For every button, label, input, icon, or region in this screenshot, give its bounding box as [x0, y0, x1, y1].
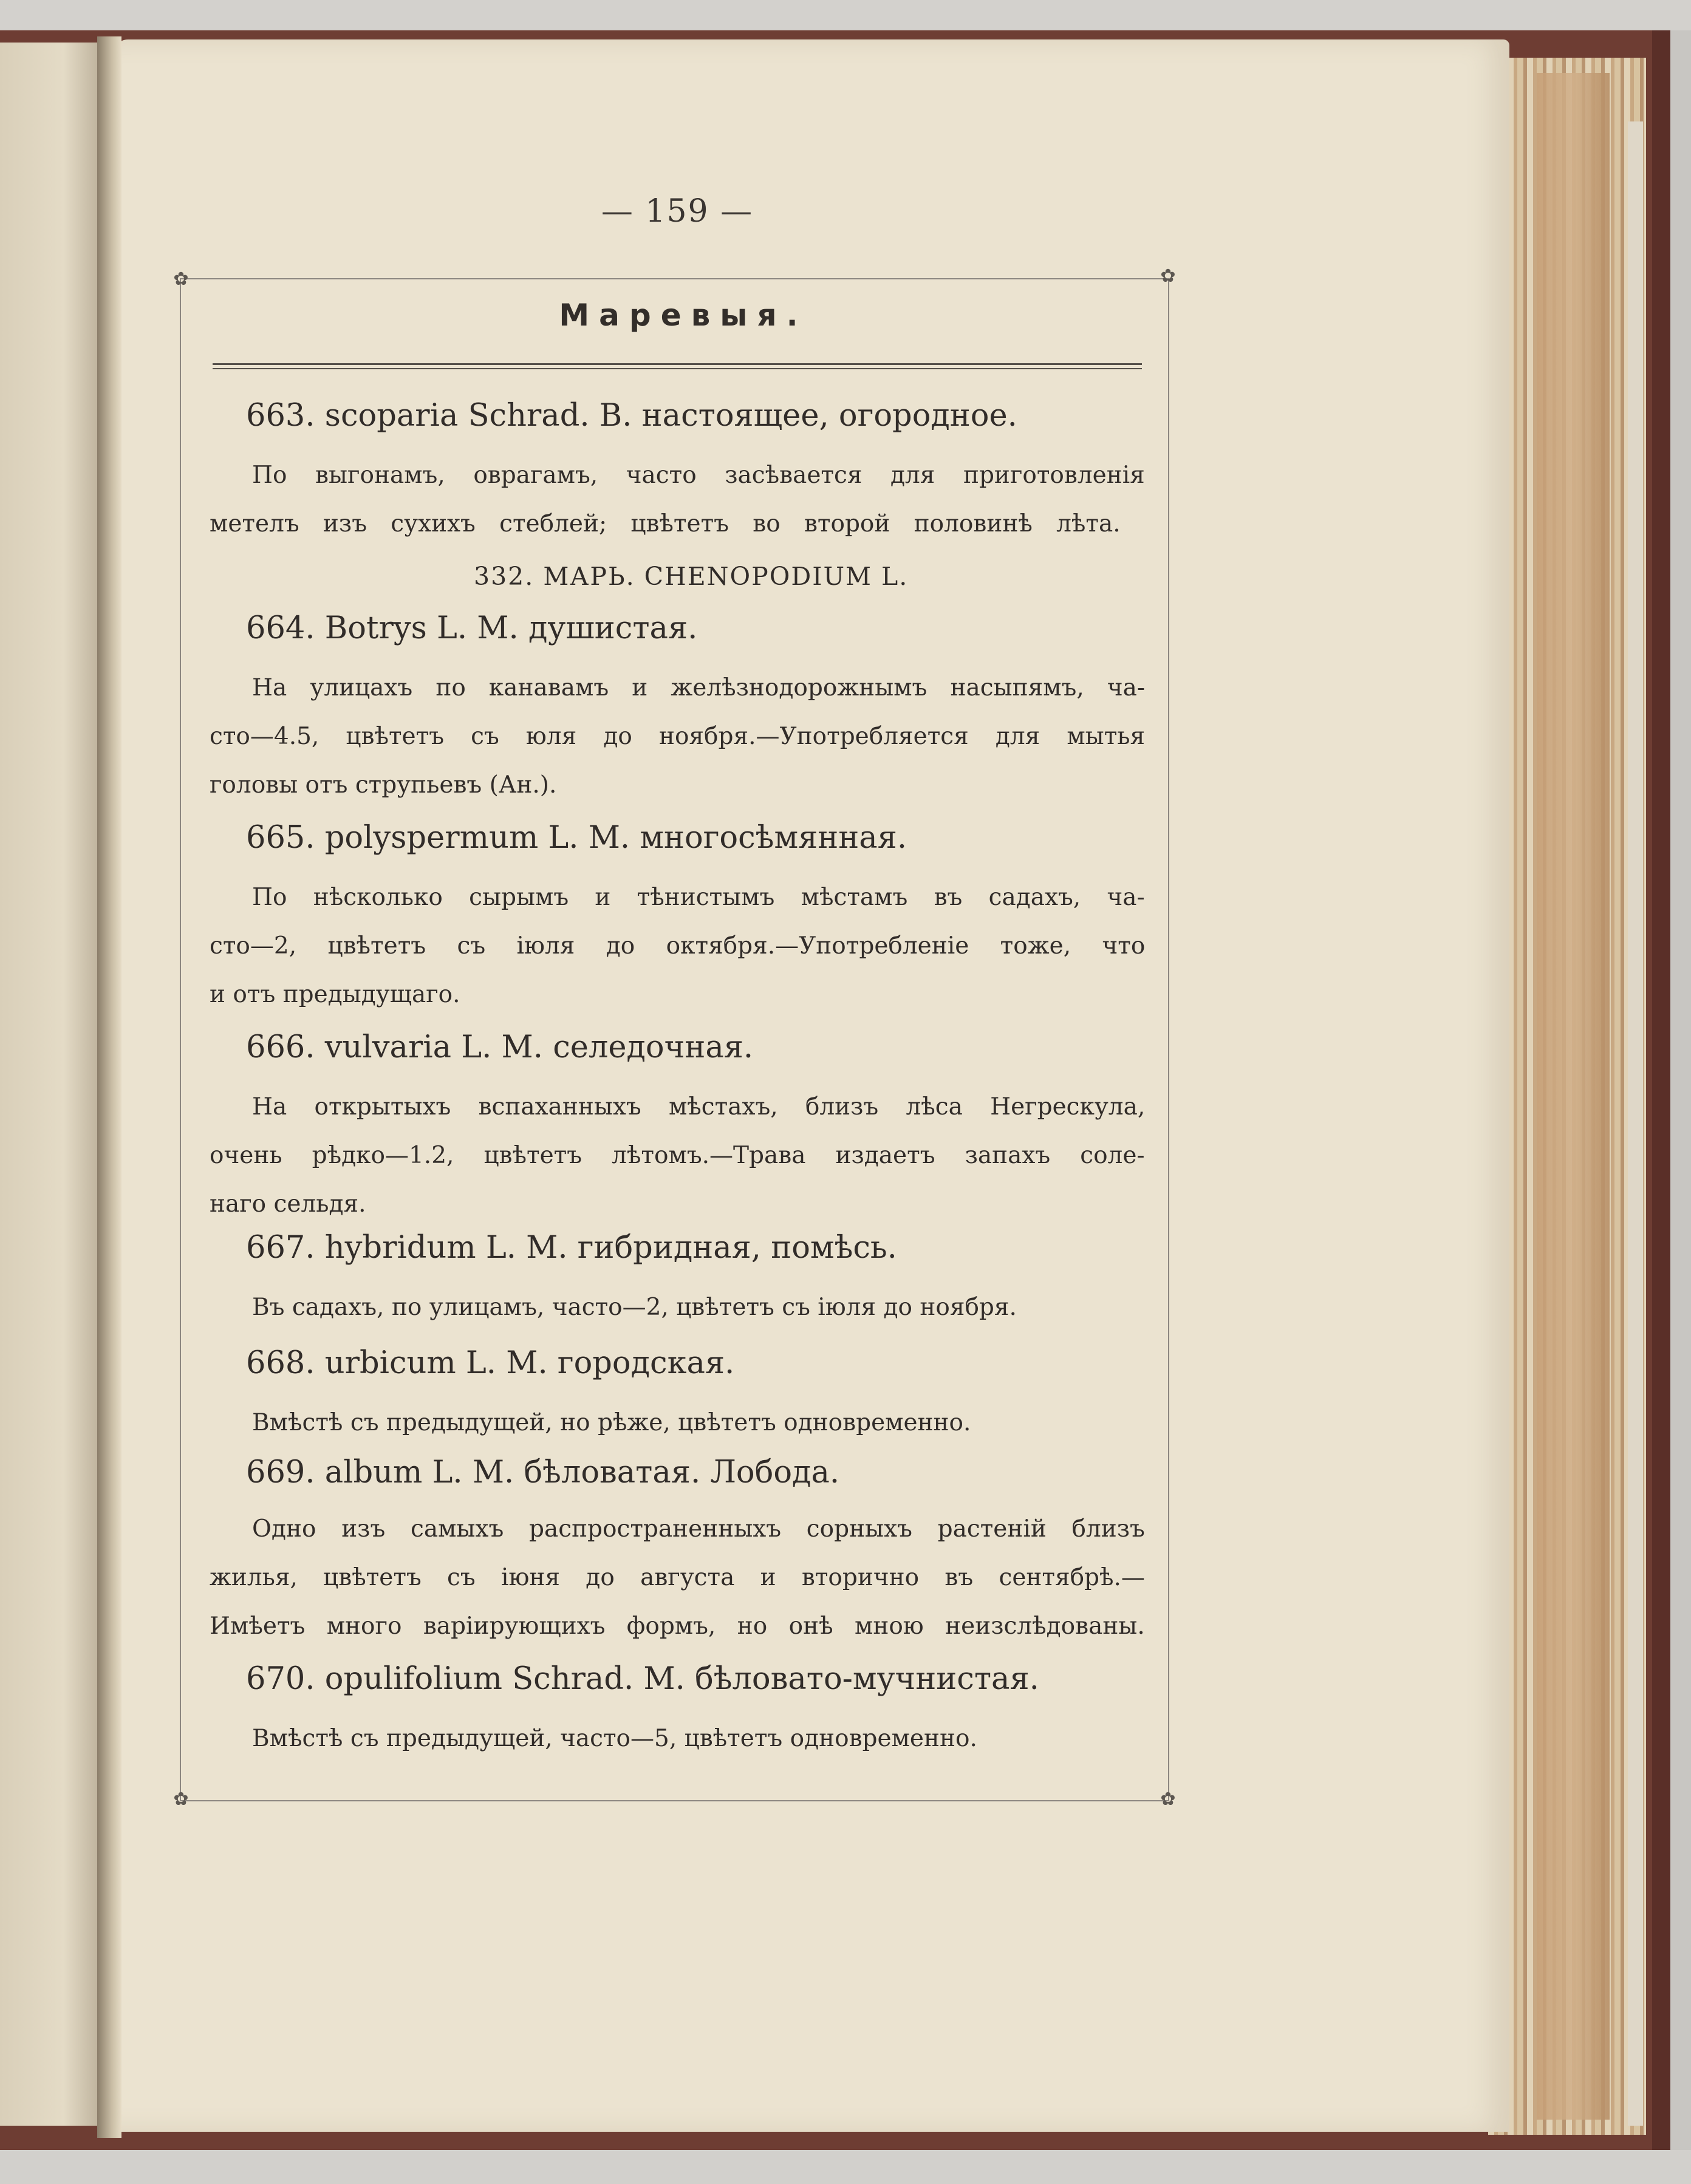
- entry-title: 665. polyspermum L. М. многосѣмянная.: [246, 820, 907, 856]
- corner-ornament-icon: ✿: [173, 1789, 189, 1810]
- section-heading: Маревыя.: [559, 298, 808, 333]
- page-gutter: [97, 36, 121, 2138]
- entry-description-line: сто—2, цвѣтетъ съ іюля до октября.—Употребленіе тоже, что: [210, 932, 1146, 960]
- entry-description-line: По выгонамъ, оврагамъ, часто засѣвается для приготовленія: [252, 462, 1145, 489]
- corner-ornament-icon: ✿: [1160, 1789, 1176, 1810]
- entry-description-line: жилья, цвѣтетъ съ іюня до августа и вторично въ сентябрѣ.—: [210, 1564, 1145, 1591]
- entry-title: 664. Botrys L. М. душистая.: [246, 610, 698, 646]
- scan-background-bottom: [0, 2150, 1691, 2184]
- page-edges-light: [1628, 121, 1643, 2126]
- entry-title: 669. album L. М. бѣловатая. Лобода.: [246, 1455, 840, 1490]
- entry-description-line: На открытыхъ вспаханныхъ мѣстахъ, близъ лѣса Негрескула,: [252, 1093, 1146, 1121]
- corner-ornament-icon: ✿: [173, 268, 189, 290]
- genus-heading: 332. МАРЬ. CHENOPODIUM L.: [474, 562, 909, 591]
- entry-title: 668. urbicum L. М. городская.: [246, 1345, 735, 1381]
- entry-title: 670. opulifolium Schrad. М. бѣловато-мучнистая.: [246, 1661, 1039, 1697]
- entry-description-line: очень рѣдко—1.2, цвѣтетъ лѣтомъ.—Трава издаетъ запахъ соле-: [210, 1142, 1145, 1169]
- entry-title: 666. vulvaria L. М. селедочная.: [246, 1029, 754, 1065]
- scan-background-top: [0, 0, 1691, 30]
- corner-ornament-icon: ✿: [1160, 265, 1176, 287]
- entry-description-line: Въ садахъ, по улицамъ, часто—2, цвѣтетъ съ іюля до ноября.: [252, 1294, 1017, 1321]
- entry-description-line: Одно изъ самыхъ распространенныхъ сорныхъ растеній близъ: [252, 1515, 1145, 1543]
- entry-description-line: головы отъ струпьевъ (Ан.).: [210, 771, 557, 799]
- entry-description-line: метелъ изъ сухихъ стеблей; цвѣтетъ во второй половинѣ лѣта.: [210, 510, 1121, 537]
- entry-description-line: наго сельдя.: [210, 1190, 366, 1218]
- entry-description-line: По нѣсколько сырымъ и тѣнистымъ мѣстамъ въ садахъ, ча-: [252, 884, 1145, 911]
- entry-title: 667. hybridum L. М. гибридная, помѣсь.: [246, 1230, 897, 1266]
- entry-description-line: и отъ предыдущаго.: [210, 981, 460, 1008]
- page-edges-stain: [1537, 73, 1610, 2120]
- left-page-edge: [0, 43, 106, 2126]
- heading-rule: [213, 363, 1142, 365]
- entry-title: 663. scoparia Schrad. В. настоящее, огородное.: [246, 398, 1017, 434]
- entry-description-line: Вмѣстѣ съ предыдущей, но рѣже, цвѣтетъ одновременно.: [252, 1409, 971, 1436]
- book-cover-edge: [1652, 30, 1670, 2150]
- page-number: — 159 —: [601, 193, 754, 230]
- heading-rule-thin: [213, 368, 1142, 369]
- entry-description-line: На улицахъ по канавамъ и желѣзнодорожнымъ насыпямъ, ча-: [252, 674, 1146, 701]
- entry-description-line: Вмѣстѣ съ предыдущей, часто—5, цвѣтетъ одновременно.: [252, 1725, 977, 1752]
- entry-description-line: Имѣетъ много варіирующихъ формъ, но онѣ мною неизслѣдованы.: [210, 1612, 1145, 1640]
- entry-description-line: сто—4.5, цвѣтетъ съ юля до ноября.—Употребляется для мытья: [210, 723, 1146, 750]
